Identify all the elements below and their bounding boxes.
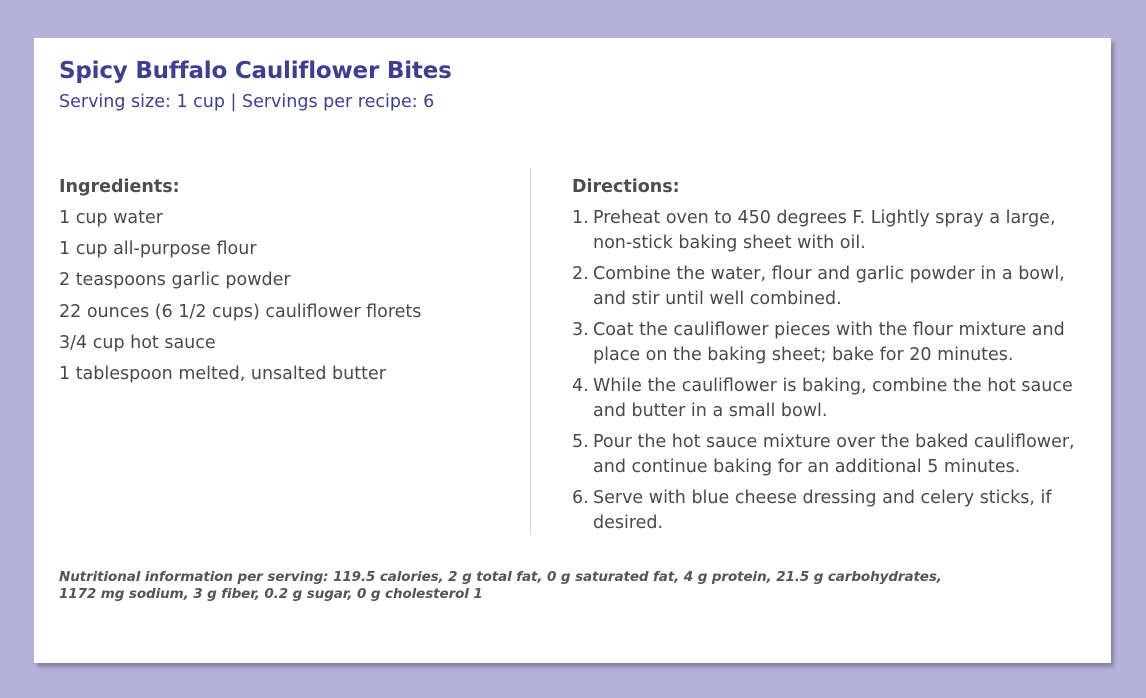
direction-step xyxy=(572,486,1092,536)
step-text: Preheat oven to 450 degrees F. Lightly spray a large, non-stick baking sheet with oil. xyxy=(593,208,1056,253)
direction-step xyxy=(572,430,1092,480)
ingredients-heading: Ingredients: xyxy=(59,177,180,197)
direction-step xyxy=(572,318,1092,368)
column-divider xyxy=(530,168,531,534)
nutrition-line-1: Nutritional information per serving: 119.5 calories, 2 g total fat, 0 g saturated fat, 4 g protein, 21.5 g carbohydrates, xyxy=(59,569,942,585)
ingredient-item: 1 cup all-purpose flour xyxy=(59,239,257,260)
ingredient-item: 1 cup water xyxy=(59,208,163,228)
step-number: 1. xyxy=(572,208,589,228)
nutrition-info xyxy=(59,569,959,603)
nutrition-line-2: 1172 mg sodium, 3 g fiber, 0.2 g sugar, 0 g cholesterol 1 xyxy=(59,586,483,602)
ingredient-item: 22 ounces (6 1/2 cups) cauliflower florets xyxy=(59,301,422,322)
recipe-subtitle: Serving size: 1 cup | Servings per recipe: 6 xyxy=(59,92,435,112)
step-text: While the cauliflower is baking, combine the hot sauce and butter in a small bowl. xyxy=(593,376,1073,421)
directions-list xyxy=(572,206,1092,536)
step-number: 6. xyxy=(572,488,589,508)
step-number: 5. xyxy=(572,432,589,452)
step-text: Combine the water, flour and garlic powder in a bowl, and stir until well combined. xyxy=(593,264,1065,309)
ingredient-item: 2 teaspoons garlic powder xyxy=(59,270,291,291)
step-number: 3. xyxy=(572,320,589,340)
directions-heading: Directions: xyxy=(572,177,680,197)
direction-step xyxy=(572,262,1092,312)
direction-step xyxy=(572,206,1092,256)
recipe-title: Spicy Buffalo Cauliflower Bites xyxy=(59,58,452,84)
step-text: Coat the cauliflower pieces with the flour mixture and place on the baking sheet; bake for 20 minutes. xyxy=(593,320,1065,365)
step-number: 2. xyxy=(572,264,589,284)
step-text: Serve with blue cheese dressing and celery sticks, if desired. xyxy=(593,488,1052,533)
recipe-card xyxy=(34,38,1111,663)
directions-section xyxy=(572,175,1092,542)
direction-step xyxy=(572,374,1092,424)
ingredients-section xyxy=(59,175,499,393)
ingredient-item: 1 tablespoon melted, unsalted butter xyxy=(59,363,386,384)
step-text: Pour the hot sauce mixture over the baked cauliflower, and continue baking for an additional 5 minutes. xyxy=(593,432,1075,477)
ingredients-list xyxy=(59,206,499,386)
ingredient-item: 3/4 cup hot sauce xyxy=(59,332,216,353)
step-number: 4. xyxy=(572,376,589,396)
